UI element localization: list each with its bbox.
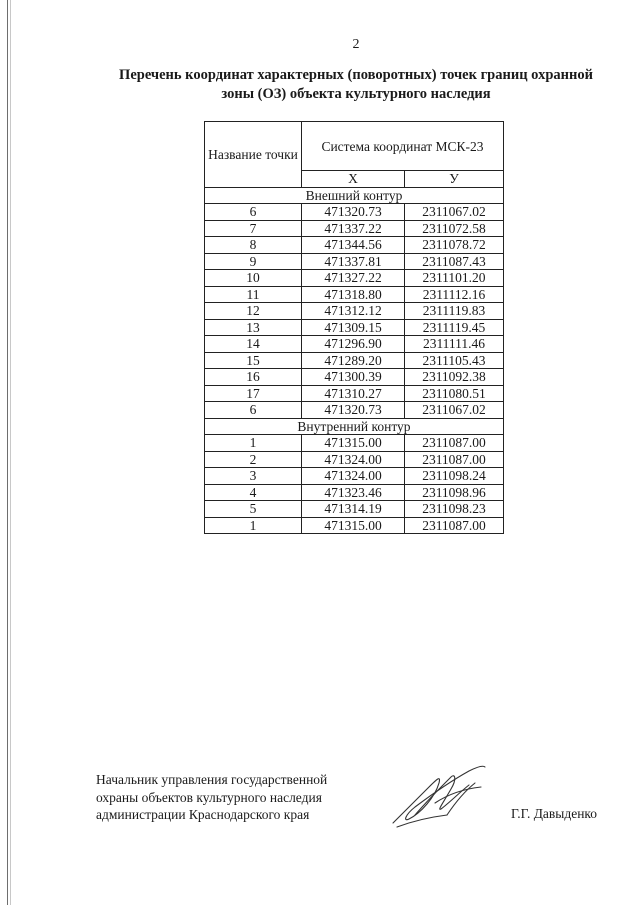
table-row <box>205 369 504 386</box>
point-name-cell: 12 <box>205 303 302 320</box>
x-coordinate-cell: 471320.73 <box>302 204 405 221</box>
table-row <box>205 204 504 221</box>
y-coordinate-cell: 2311092.38 <box>405 369 504 386</box>
signatory-line-1: Начальник управления государственной <box>96 772 328 787</box>
x-coordinate-cell: 471324.00 <box>302 468 405 485</box>
coordinates-table <box>204 121 504 534</box>
x-coordinate-cell: 471315.00 <box>302 435 405 452</box>
x-coordinate-cell: 471289.20 <box>302 352 405 369</box>
signatory-line-2: охраны объектов культурного наследия <box>96 789 322 805</box>
handwritten-signature <box>385 757 500 832</box>
x-coordinate-cell: 471324.00 <box>302 451 405 468</box>
table-row <box>205 484 504 501</box>
section-header-row <box>205 418 504 435</box>
point-name-cell: 6 <box>205 204 302 221</box>
document-title <box>101 66 611 104</box>
header-point-name: Название точки <box>205 122 302 188</box>
table-row <box>205 517 504 534</box>
page-number: 2 <box>352 37 360 52</box>
table-row <box>205 319 504 336</box>
point-name-cell: 13 <box>205 319 302 336</box>
coordinates-table-body <box>205 122 504 534</box>
header-coordinate-system: Система координат МСК-23 <box>302 122 504 171</box>
point-name-cell: 7 <box>205 220 302 237</box>
title-line-2: зоны (ОЗ) объекта культурного наследия <box>221 86 491 102</box>
title-line-1: Перечень координат характерных (поворотных) точек границ охранной <box>119 67 593 83</box>
x-coordinate-cell: 471337.22 <box>302 220 405 237</box>
x-coordinate-cell: 471296.90 <box>302 336 405 353</box>
point-name-cell: 1 <box>205 435 302 452</box>
table-row <box>205 286 504 303</box>
table-row <box>205 352 504 369</box>
x-coordinate-cell: 471312.12 <box>302 303 405 320</box>
x-coordinate-cell: 471320.73 <box>302 402 405 419</box>
y-coordinate-cell: 2311112.16 <box>405 286 504 303</box>
table-row <box>205 220 504 237</box>
point-name-cell: 2 <box>205 451 302 468</box>
signatory-position <box>96 771 327 824</box>
point-name-cell: 14 <box>205 336 302 353</box>
table-row <box>205 501 504 518</box>
y-coordinate-cell: 2311087.00 <box>405 435 504 452</box>
table-row <box>205 270 504 287</box>
point-name-cell: 16 <box>205 369 302 386</box>
table-row <box>205 451 504 468</box>
y-coordinate-cell: 2311098.24 <box>405 468 504 485</box>
signatory-name: Г.Г. Давыденко <box>511 806 598 821</box>
y-coordinate-cell: 2311119.45 <box>405 319 504 336</box>
point-name-cell: 10 <box>205 270 302 287</box>
y-coordinate-cell: 2311105.43 <box>405 352 504 369</box>
x-coordinate-cell: 471323.46 <box>302 484 405 501</box>
x-coordinate-cell: 471318.80 <box>302 286 405 303</box>
table-row <box>205 402 504 419</box>
y-coordinate-cell: 2311087.43 <box>405 253 504 270</box>
y-coordinate-cell: 2311078.72 <box>405 237 504 254</box>
x-coordinate-cell: 471310.27 <box>302 385 405 402</box>
scan-edge-shadow <box>10 0 11 905</box>
y-coordinate-cell: 2311087.00 <box>405 517 504 534</box>
section-title: Внешний контур <box>205 187 504 204</box>
point-name-cell: 17 <box>205 385 302 402</box>
x-coordinate-cell: 471327.22 <box>302 270 405 287</box>
y-coordinate-cell: 2311119.83 <box>405 303 504 320</box>
header-y: У <box>405 171 504 188</box>
y-coordinate-cell: 2311072.58 <box>405 220 504 237</box>
point-name-cell: 15 <box>205 352 302 369</box>
point-name-cell: 9 <box>205 253 302 270</box>
signatory-line-3: администрации Краснодарского края <box>96 807 310 822</box>
table-row <box>205 303 504 320</box>
y-coordinate-cell: 2311067.02 <box>405 402 504 419</box>
x-coordinate-cell: 471315.00 <box>302 517 405 534</box>
header-x: Х <box>302 171 405 188</box>
scan-edge-line <box>7 0 8 905</box>
y-coordinate-cell: 2311080.51 <box>405 385 504 402</box>
table-row <box>205 237 504 254</box>
table-row <box>205 435 504 452</box>
section-title: Внутренний контур <box>205 418 504 435</box>
table-row <box>205 385 504 402</box>
table-row <box>205 253 504 270</box>
x-coordinate-cell: 471300.39 <box>302 369 405 386</box>
x-coordinate-cell: 471309.15 <box>302 319 405 336</box>
table-header-row <box>205 122 504 171</box>
point-name-cell: 5 <box>205 501 302 518</box>
y-coordinate-cell: 2311111.46 <box>405 336 504 353</box>
point-name-cell: 11 <box>205 286 302 303</box>
point-name-cell: 8 <box>205 237 302 254</box>
y-coordinate-cell: 2311067.02 <box>405 204 504 221</box>
y-coordinate-cell: 2311087.00 <box>405 451 504 468</box>
y-coordinate-cell: 2311098.23 <box>405 501 504 518</box>
y-coordinate-cell: 2311098.96 <box>405 484 504 501</box>
x-coordinate-cell: 471337.81 <box>302 253 405 270</box>
y-coordinate-cell: 2311101.20 <box>405 270 504 287</box>
x-coordinate-cell: 471314.19 <box>302 501 405 518</box>
point-name-cell: 4 <box>205 484 302 501</box>
point-name-cell: 1 <box>205 517 302 534</box>
x-coordinate-cell: 471344.56 <box>302 237 405 254</box>
table-row <box>205 336 504 353</box>
table-row <box>205 468 504 485</box>
section-header-row <box>205 187 504 204</box>
point-name-cell: 3 <box>205 468 302 485</box>
point-name-cell: 6 <box>205 402 302 419</box>
